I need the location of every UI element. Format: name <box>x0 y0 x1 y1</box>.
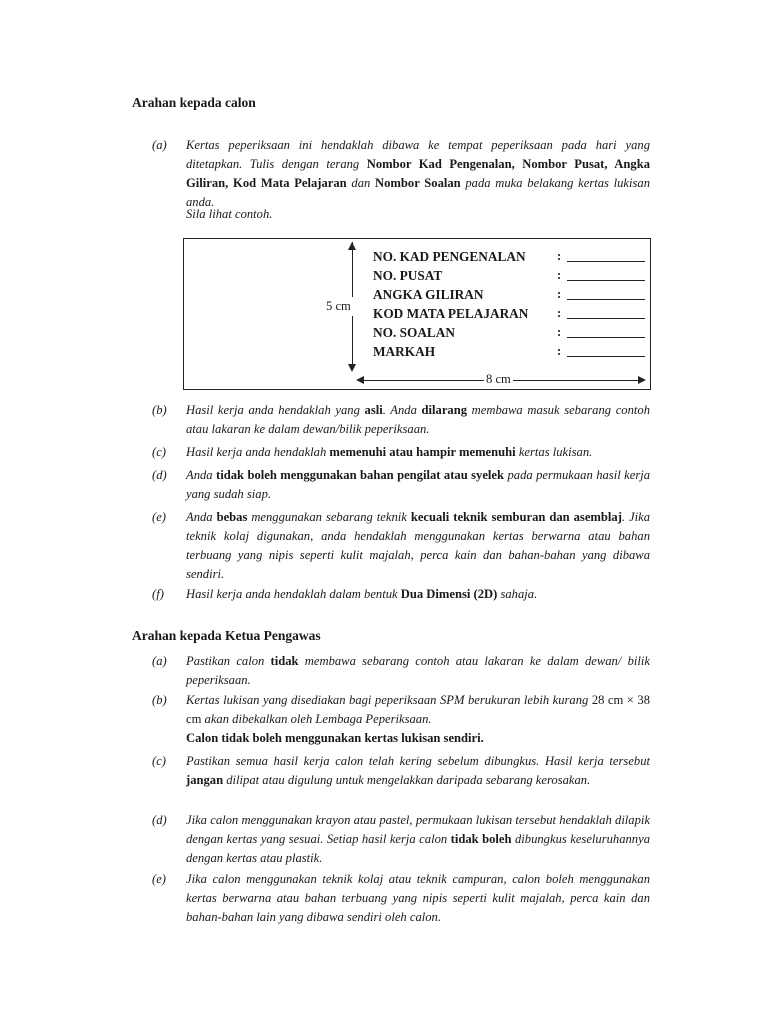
item-text: Hasil kerja anda hendaklah dalam bentuk Dua Dimensi (2D) sahaja. <box>186 587 538 601</box>
blank-line <box>567 282 645 300</box>
colon: : <box>557 344 562 358</box>
item-text: Hasil kerja anda hendaklah memenuhi atau hampir memenuhi kertas lukisan. <box>186 445 593 459</box>
item-text: Anda bebas menggunakan sebarang teknik kecuali teknik semburan dan asemblaj. Jika teknik kolaj digunakan, anda hendaklah menggunakan kertas berwarna atau bahan terbuang yang nipis seperti kulit majalah, perca kain dan bahan-bahan yang dibawa sendiri. <box>186 510 651 581</box>
item-text: Hasil kerja anda hendaklah yang asli. Anda dilarang membawa masuk sebarang contoh atau lakaran ke dalam dewan/bilik peperiksaan. <box>186 403 650 436</box>
item-label: (c) <box>152 754 166 768</box>
colon: : <box>557 268 562 282</box>
item-text: Jika calon menggunakan teknik kolaj atau teknik campuran, calon boleh menggunakan kertas berwarna atau bahan terbuang yang nipis seperti kulit majalah, perca kain dan bahan-bahan lain yang dibawa sendiri oleh calon. <box>186 872 650 924</box>
sample-field-ic-number: NO. KAD PENGENALAN <box>373 249 526 264</box>
item-label: (a) <box>152 654 167 668</box>
blank-line <box>567 244 645 262</box>
item-label: (c) <box>152 445 166 459</box>
sample-field-index-number: ANGKA GILIRAN <box>373 287 484 302</box>
blank-line <box>567 339 645 357</box>
item-label: (f) <box>152 587 164 601</box>
colon: : <box>557 287 562 301</box>
item-text: Jika calon menggunakan krayon atau pastel, permukaan lukisan tersebut hendaklah dilapik dengan kertas yang sesuai. Setiap hasil kerja calon tidak boleh dibungkus keseluruhannya dengan kertas atau plastik. <box>186 813 650 865</box>
blank-line <box>567 263 645 281</box>
sample-field-centre-number: NO. PUSAT <box>373 268 443 283</box>
item-label: (b) <box>152 403 167 417</box>
section-heading-candidates: Arahan kepada calon <box>132 95 256 110</box>
blank-line <box>567 320 645 338</box>
item-label: (e) <box>152 872 166 886</box>
colon: : <box>557 249 562 263</box>
item-label: (e) <box>152 510 166 524</box>
item-text: Pastikan semua hasil kerja calon telah kering sebelum dibungkus. Hasil kerja tersebut jangan dilipat atau digulung untuk mengelakkan daripada sebarang kerosakan. <box>186 754 650 787</box>
item-text: Kertas lukisan yang disediakan bagi peperiksaan SPM berukuran lebih kurang 28 cm × 38 cm akan dibekalkan oleh Lembaga Peperiksaan. Calon tidak boleh menggunakan kertas lukisan sendiri. <box>186 693 651 745</box>
sample-field-marks: MARKAH <box>373 344 436 359</box>
sample-field-subject-code: KOD MATA PELAJARAN <box>373 306 529 321</box>
height-dimension-label: 5 cm <box>324 297 353 316</box>
arrow-down-icon <box>348 364 356 372</box>
item-label: (b) <box>152 693 167 707</box>
colon: : <box>557 306 562 320</box>
arrow-right-icon <box>638 376 646 384</box>
item-text: Kertas peperiksaan ini hendaklah dibawa ke tempat peperiksaan pada hari yang ditetapkan. Tulis dengan terang Nombor Kad Pengenalan, Nombor Pusat, Angka Giliran, Kod Mata Pelajaran dan Nombor Soalan pada muka belakang kertas lukisan anda. <box>186 138 651 209</box>
item-text: Anda tidak boleh menggunakan bahan pengilat atau syelek pada permukaan hasil kerja yang sudah siap. <box>186 468 651 501</box>
item-label: (d) <box>152 813 167 827</box>
colon: : <box>557 325 562 339</box>
sample-field-question-number: NO. SOALAN <box>373 325 456 340</box>
section-heading-chief-invigilator: Arahan kepada Ketua Pengawas <box>132 628 321 643</box>
blank-line <box>567 301 645 319</box>
arrow-up-icon <box>348 242 356 250</box>
width-dimension-label: 8 cm <box>484 370 513 389</box>
arrow-left-icon <box>356 376 364 384</box>
see-example-note: Sila lihat contoh. <box>186 207 273 221</box>
item-label: (a) <box>152 138 167 152</box>
item-text: Pastikan calon tidak membawa sebarang contoh atau lakaran ke dalam dewan/ bilik peperiksaan. <box>186 654 650 687</box>
item-label: (d) <box>152 468 167 482</box>
